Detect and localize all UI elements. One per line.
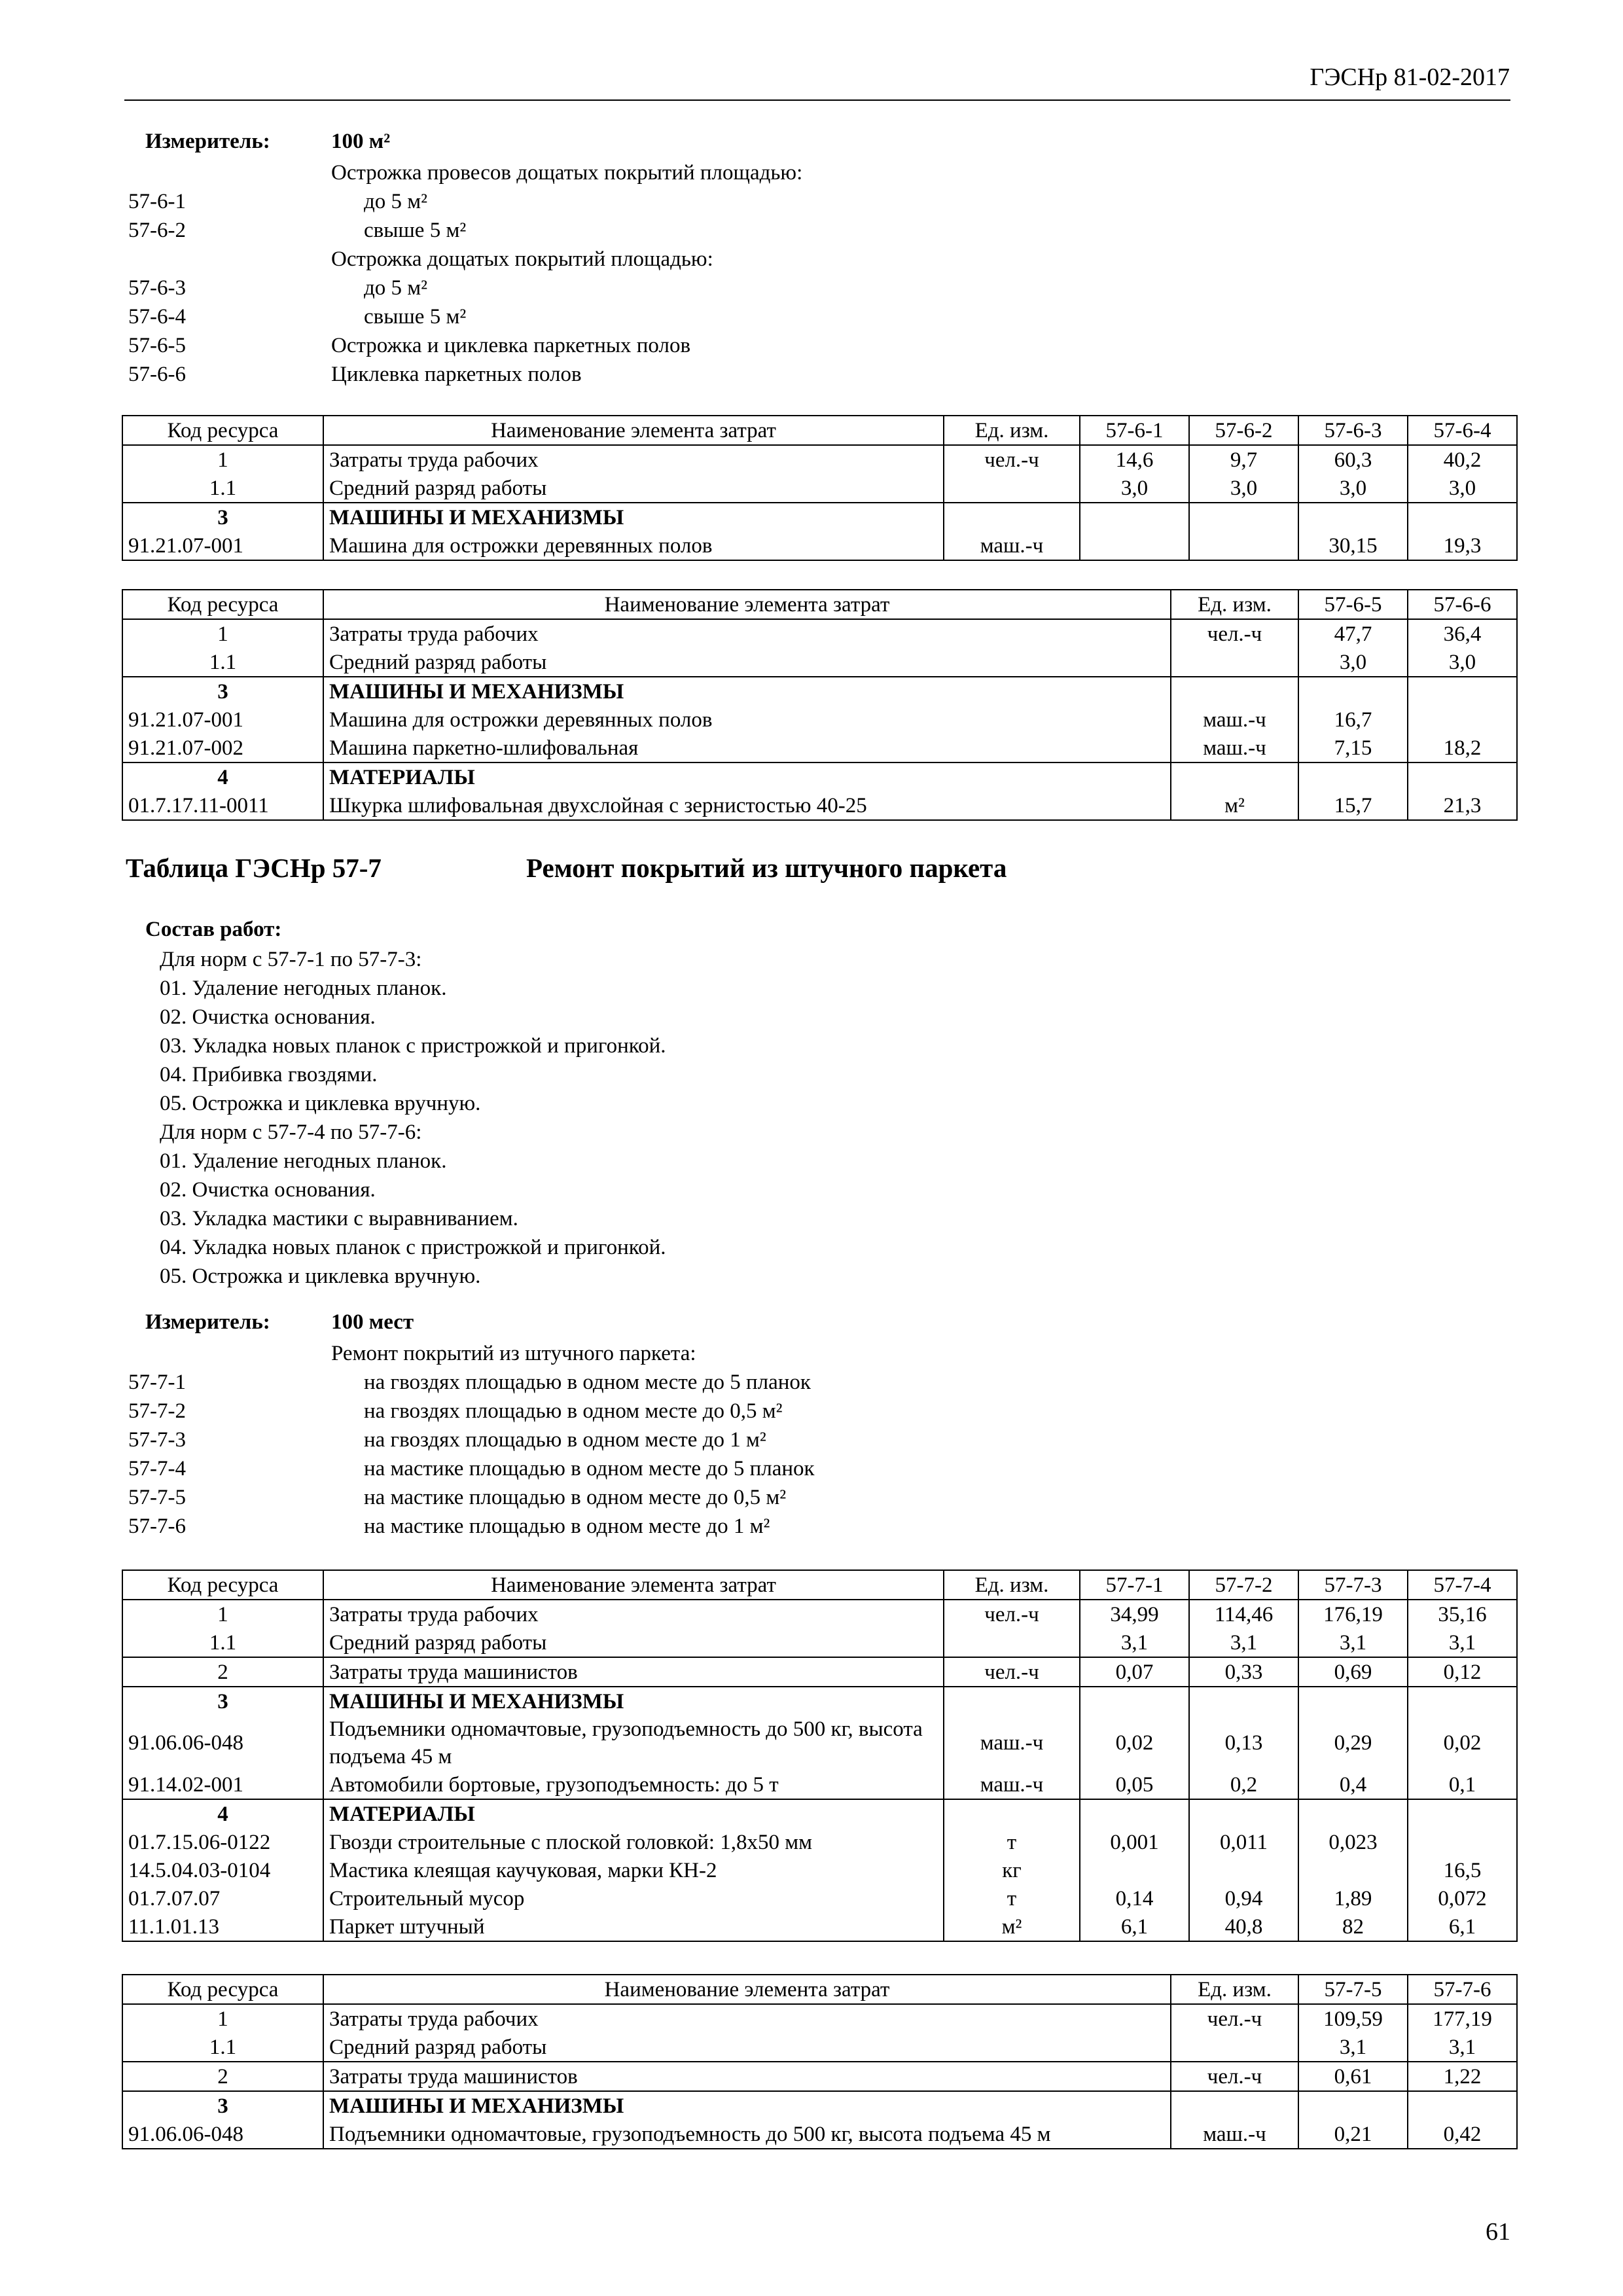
table-row	[122, 734, 1517, 762]
table-row	[122, 2033, 1517, 2062]
norm-description: Острожка дощатых покрытий площадью:	[331, 247, 713, 271]
norm-code-row	[128, 187, 1437, 216]
table-header-row	[122, 1570, 1517, 1600]
norm-description: до 5 м²	[364, 190, 428, 213]
unit-of-measure: чел.-ч	[1171, 2004, 1298, 2033]
norm-description: на мастике площадью в одном месте до 5 планок	[364, 1457, 815, 1480]
column-header: Ед. изм.	[1171, 1975, 1298, 2004]
unit-of-measure: т	[944, 1884, 1080, 1912]
norm-value: 0,4	[1298, 1770, 1408, 1799]
norm-description: Циклевка паркетных полов	[331, 363, 582, 386]
unit-of-measure: чел.-ч	[1171, 619, 1298, 648]
norm-value: 0,001	[1080, 1828, 1189, 1856]
norm-value: 0,072	[1408, 1884, 1517, 1912]
resource-table-57-6-a	[122, 415, 1518, 561]
column-header: Ед. изм.	[944, 1570, 1080, 1600]
norm-description: на мастике площадью в одном месте до 1 м²	[364, 1515, 770, 1538]
resource-code: 3	[122, 2091, 323, 2120]
norm-code-row	[128, 1426, 1437, 1454]
column-header: 57-7-2	[1189, 1570, 1298, 1600]
norm-value: 0,13	[1189, 1715, 1298, 1770]
unit-of-measure: чел.-ч	[944, 1657, 1080, 1687]
work-step: 02. Очистка основания.	[160, 1178, 376, 1202]
table-row	[122, 706, 1517, 734]
norm-code: 57-7-5	[128, 1486, 186, 1509]
cost-element-name: МАШИНЫ И МЕХАНИЗМЫ	[323, 2091, 1171, 2120]
cost-element-name: МАШИНЫ И МЕХАНИЗМЫ	[323, 1687, 944, 1715]
resource-code: 4	[122, 1799, 323, 1828]
resource-table-57-7-b	[122, 1974, 1518, 2149]
norm-value: 14,6	[1080, 445, 1189, 474]
norm-value: 35,16	[1408, 1600, 1517, 1628]
norm-description: на мастике площадью в одном месте до 0,5 м²	[364, 1486, 787, 1509]
table-row	[122, 677, 1517, 706]
norm-value: 177,19	[1408, 2004, 1517, 2033]
table-row	[122, 1657, 1517, 1687]
unit-of-measure	[944, 1687, 1080, 1715]
norm-value: 0,33	[1189, 1657, 1298, 1687]
column-header: Ед. изм.	[1171, 590, 1298, 619]
norm-value: 40,8	[1189, 1912, 1298, 1941]
table-row	[122, 1687, 1517, 1715]
norm-value	[1298, 503, 1408, 531]
resource-code: 91.21.07-002	[122, 734, 323, 762]
column-header: 57-7-5	[1298, 1975, 1408, 2004]
cost-element-name: Подъемники одномачтовые, грузоподъемность до 500 кг, высота подъема 45 м	[323, 2120, 1171, 2149]
resource-code: 11.1.01.13	[122, 1912, 323, 1941]
unit-of-measure: маш.-ч	[944, 531, 1080, 560]
norm-code-row	[128, 274, 1437, 302]
norm-codes-list-57-7	[128, 1339, 1437, 1541]
norm-value: 16,7	[1298, 706, 1408, 734]
unit-of-measure	[1171, 762, 1298, 791]
unit-of-measure: маш.-ч	[1171, 734, 1298, 762]
page-number: 61	[1486, 2218, 1510, 2246]
column-header: 57-6-2	[1189, 416, 1298, 445]
resource-code: 91.06.06-048	[122, 2120, 323, 2149]
table-row	[122, 531, 1517, 560]
norm-value	[1189, 1687, 1298, 1715]
norm-value: 36,4	[1408, 619, 1517, 648]
norm-value	[1408, 2091, 1517, 2120]
norm-value: 0,02	[1408, 1715, 1517, 1770]
norm-value: 3,0	[1298, 648, 1408, 677]
cost-element-name: Подъемники одномачтовые, грузоподъемность до 500 кг, высота подъема 45 м	[323, 1715, 944, 1770]
norm-value	[1080, 531, 1189, 560]
norm-value: 0,42	[1408, 2120, 1517, 2149]
norm-value	[1408, 762, 1517, 791]
column-header: Код ресурса	[122, 1570, 323, 1600]
resource-code: 1	[122, 445, 323, 474]
norm-value: 1,22	[1408, 2062, 1517, 2091]
table-header-row	[122, 1975, 1517, 2004]
measure-unit-57-7: 100 мест	[331, 1310, 414, 1334]
table-row	[122, 2004, 1517, 2033]
norm-value: 3,1	[1408, 2033, 1517, 2062]
unit-of-measure	[944, 1628, 1080, 1657]
column-header: 57-6-4	[1408, 416, 1517, 445]
norm-description: Острожка и циклевка паркетных полов	[331, 334, 691, 357]
cost-element-name: МАТЕРИАЛЫ	[323, 762, 1171, 791]
table-row	[122, 648, 1517, 677]
norm-code: 57-6-6	[128, 363, 186, 386]
norm-code-row	[128, 360, 1437, 389]
norm-code: 57-7-3	[128, 1428, 186, 1452]
norm-value: 7,15	[1298, 734, 1408, 762]
table-row	[122, 1600, 1517, 1628]
cost-element-name: Затраты труда машинистов	[323, 1657, 944, 1687]
work-step: 04. Укладка новых планок с пристрожкой и пригонкой.	[160, 1236, 666, 1259]
norm-code: 57-6-4	[128, 305, 186, 329]
norm-code: 57-7-4	[128, 1457, 186, 1480]
norm-value: 0,023	[1298, 1828, 1408, 1856]
resource-code: 14.5.04.03-0104	[122, 1856, 323, 1884]
cost-element-name: Паркет штучный	[323, 1912, 944, 1941]
norm-value: 3,0	[1408, 474, 1517, 503]
cost-element-name: Строительный мусор	[323, 1884, 944, 1912]
column-header: Наименование элемента затрат	[323, 416, 944, 445]
unit-of-measure	[944, 474, 1080, 503]
column-header: 57-6-6	[1408, 590, 1517, 619]
norm-value: 0,2	[1189, 1770, 1298, 1799]
norm-code: 57-7-2	[128, 1399, 186, 1423]
norm-value: 16,5	[1408, 1856, 1517, 1884]
work-step: 03. Укладка новых планок с пристрожкой и пригонкой.	[160, 1034, 666, 1058]
resource-code: 3	[122, 677, 323, 706]
norm-value: 109,59	[1298, 2004, 1408, 2033]
table-row	[122, 474, 1517, 503]
table-row	[122, 1770, 1517, 1799]
column-header: 57-7-6	[1408, 1975, 1517, 2004]
norm-value	[1408, 1828, 1517, 1856]
norm-value: 0,29	[1298, 1715, 1408, 1770]
work-step: 05. Острожка и циклевка вручную.	[160, 1265, 481, 1288]
norm-code-row	[128, 216, 1437, 245]
resource-code: 4	[122, 762, 323, 791]
norm-description: Острожка провесов дощатых покрытий площадью:	[331, 161, 803, 185]
table-row	[122, 1628, 1517, 1657]
resource-code: 1	[122, 1600, 323, 1628]
norm-value	[1080, 1856, 1189, 1884]
norm-codes-list	[128, 158, 1437, 389]
unit-of-measure	[1171, 2033, 1298, 2062]
table-row	[122, 791, 1517, 820]
work-composition-list	[160, 945, 666, 1291]
table-header-row	[122, 590, 1517, 619]
table-row	[122, 1912, 1517, 1941]
table-row	[122, 1828, 1517, 1856]
norm-value: 9,7	[1189, 445, 1298, 474]
norm-description: на гвоздях площадью в одном месте до 0,5 м²	[364, 1399, 783, 1423]
work-step: 02. Очистка основания.	[160, 1005, 376, 1029]
table-row	[122, 1856, 1517, 1884]
cost-element-name: Машина паркетно-шлифовальная	[323, 734, 1171, 762]
resource-code: 01.7.15.06-0122	[122, 1828, 323, 1856]
norm-value	[1298, 1687, 1408, 1715]
norm-value: 40,2	[1408, 445, 1517, 474]
norm-value: 0,05	[1080, 1770, 1189, 1799]
norm-code: 57-7-1	[128, 1371, 186, 1394]
norm-value: 0,1	[1408, 1770, 1517, 1799]
resource-code: 3	[122, 1687, 323, 1715]
norm-value	[1298, 1799, 1408, 1828]
cost-element-name: Шкурка шлифовальная двухслойная с зернистостью 40-25	[323, 791, 1171, 820]
work-step: Для норм с 57-7-4 по 57-7-6:	[160, 1121, 422, 1144]
unit-of-measure	[944, 503, 1080, 531]
measure-unit: 100 м²	[331, 130, 391, 153]
cost-element-name: МАТЕРИАЛЫ	[323, 1799, 944, 1828]
norm-code: 57-6-5	[128, 334, 186, 357]
cost-element-name: Гвозди строительные с плоской головкой: 1,8x50 мм	[323, 1828, 944, 1856]
norm-code: 57-6-1	[128, 190, 186, 213]
norm-value	[1408, 706, 1517, 734]
column-header: 57-6-5	[1298, 590, 1408, 619]
norm-value: 114,46	[1189, 1600, 1298, 1628]
column-header: Ед. изм.	[944, 416, 1080, 445]
norm-value: 0,21	[1298, 2120, 1408, 2149]
norm-value	[1189, 531, 1298, 560]
norm-value: 19,3	[1408, 531, 1517, 560]
norm-value: 15,7	[1298, 791, 1408, 820]
unit-of-measure	[1171, 677, 1298, 706]
cost-element-name: Мастика клеящая каучуковая, марки КН-2	[323, 1856, 944, 1884]
norm-value: 1,89	[1298, 1884, 1408, 1912]
norm-value: 0,94	[1189, 1884, 1298, 1912]
norm-value: 3,1	[1080, 1628, 1189, 1657]
cost-element-name: Машина для острожки деревянных полов	[323, 706, 1171, 734]
header-divider	[124, 99, 1510, 101]
norm-code-row	[128, 1368, 1437, 1397]
resource-code: 1.1	[122, 2033, 323, 2062]
table-row	[122, 619, 1517, 648]
norm-value: 6,1	[1408, 1912, 1517, 1941]
norm-value: 6,1	[1080, 1912, 1189, 1941]
column-header: 57-7-3	[1298, 1570, 1408, 1600]
unit-of-measure: м²	[1171, 791, 1298, 820]
norm-value: 0,61	[1298, 2062, 1408, 2091]
norm-value: 0,011	[1189, 1828, 1298, 1856]
resource-code: 3	[122, 503, 323, 531]
table-row	[122, 2062, 1517, 2091]
unit-of-measure: маш.-ч	[944, 1715, 1080, 1770]
table-header-row	[122, 416, 1517, 445]
norm-value: 3,0	[1189, 474, 1298, 503]
work-step: 04. Прибивка гвоздями.	[160, 1063, 378, 1086]
unit-of-measure: чел.-ч	[944, 1600, 1080, 1628]
table-row	[122, 1884, 1517, 1912]
resource-code: 2	[122, 2062, 323, 2091]
norm-value	[1189, 503, 1298, 531]
norm-description: свыше 5 м²	[364, 219, 467, 242]
unit-of-measure: м²	[944, 1912, 1080, 1941]
norm-code-row	[128, 1339, 1437, 1368]
norm-value	[1408, 677, 1517, 706]
resource-table-57-6-b	[122, 589, 1518, 821]
norm-value: 3,1	[1189, 1628, 1298, 1657]
measure-label: Измеритель:	[145, 130, 270, 153]
column-header: 57-7-4	[1408, 1570, 1517, 1600]
norm-value	[1080, 503, 1189, 531]
norm-code: 57-6-2	[128, 219, 186, 242]
norm-description: свыше 5 м²	[364, 305, 467, 329]
cost-element-name: Автомобили бортовые, грузоподъемность: до 5 т	[323, 1770, 944, 1799]
resource-code: 2	[122, 1657, 323, 1687]
unit-of-measure: маш.-ч	[1171, 706, 1298, 734]
table-label: Таблица ГЭСНр 57-7	[126, 853, 382, 883]
cost-element-name: Затраты труда рабочих	[323, 445, 944, 474]
norm-value	[1408, 503, 1517, 531]
norm-value	[1189, 1856, 1298, 1884]
work-step: 01. Удаление негодных планок.	[160, 977, 447, 1000]
norm-code-row	[128, 1512, 1437, 1541]
norm-code-row	[128, 1397, 1437, 1426]
unit-of-measure: чел.-ч	[944, 445, 1080, 474]
column-header: Наименование элемента затрат	[323, 590, 1171, 619]
norm-value: 3,1	[1298, 2033, 1408, 2062]
norm-value	[1080, 1687, 1189, 1715]
column-header: Код ресурса	[122, 590, 323, 619]
column-header: Наименование элемента затрат	[323, 1975, 1171, 2004]
column-header: 57-6-3	[1298, 416, 1408, 445]
table-row	[122, 1715, 1517, 1770]
resource-code: 91.06.06-048	[122, 1715, 323, 1770]
column-header: 57-7-1	[1080, 1570, 1189, 1600]
norm-code-row	[128, 331, 1437, 360]
work-step: 03. Укладка мастики с выравниванием.	[160, 1207, 518, 1230]
cost-element-name: Затраты труда рабочих	[323, 1600, 944, 1628]
resource-code: 1.1	[122, 474, 323, 503]
norm-value: 3,1	[1408, 1628, 1517, 1657]
work-step: 05. Острожка и циклевка вручную.	[160, 1092, 481, 1115]
norm-description: на гвоздях площадью в одном месте до 5 планок	[364, 1371, 811, 1394]
norm-value	[1298, 677, 1408, 706]
norm-code-row	[128, 302, 1437, 331]
table-row	[122, 445, 1517, 474]
norm-description: до 5 м²	[364, 276, 428, 300]
norm-value: 176,19	[1298, 1600, 1408, 1628]
unit-of-measure	[944, 1799, 1080, 1828]
norm-value: 21,3	[1408, 791, 1517, 820]
document-code: ГЭСНр 81-02-2017	[1310, 63, 1510, 91]
resource-code: 1	[122, 2004, 323, 2033]
table-row	[122, 503, 1517, 531]
norm-value: 60,3	[1298, 445, 1408, 474]
norm-value: 0,02	[1080, 1715, 1189, 1770]
measure-label-57-7: Измеритель:	[145, 1310, 270, 1334]
norm-value	[1408, 1687, 1517, 1715]
norm-value	[1189, 1799, 1298, 1828]
table-title: Ремонт покрытий из штучного паркета	[526, 853, 1007, 883]
norm-description: Ремонт покрытий из штучного паркета:	[331, 1342, 696, 1365]
column-header: Код ресурса	[122, 416, 323, 445]
norm-value: 0,12	[1408, 1657, 1517, 1687]
unit-of-measure: кг	[944, 1856, 1080, 1884]
cost-element-name: Средний разряд работы	[323, 1628, 944, 1657]
resource-code: 1	[122, 619, 323, 648]
norm-code-row	[128, 245, 1437, 274]
norm-description: на гвоздях площадью в одном месте до 1 м²	[364, 1428, 766, 1452]
norm-value: 34,99	[1080, 1600, 1189, 1628]
resource-code: 1.1	[122, 1628, 323, 1657]
unit-of-measure: маш.-ч	[944, 1770, 1080, 1799]
cost-element-name: Машина для острожки деревянных полов	[323, 531, 944, 560]
unit-of-measure	[1171, 2091, 1298, 2120]
cost-element-name: Средний разряд работы	[323, 474, 944, 503]
cost-element-name: Затраты труда рабочих	[323, 2004, 1171, 2033]
norm-value	[1408, 1799, 1517, 1828]
norm-code-row	[128, 1454, 1437, 1483]
column-header: 57-6-1	[1080, 416, 1189, 445]
table-row	[122, 2120, 1517, 2149]
cost-element-name: МАШИНЫ И МЕХАНИЗМЫ	[323, 503, 944, 531]
table-row	[122, 762, 1517, 791]
column-header: Код ресурса	[122, 1975, 323, 2004]
norm-value	[1298, 2091, 1408, 2120]
norm-value: 0,69	[1298, 1657, 1408, 1687]
norm-value: 30,15	[1298, 531, 1408, 560]
composition-title: Состав работ:	[145, 918, 282, 941]
resource-table-57-7-a	[122, 1570, 1518, 1942]
resource-code: 01.7.17.11-0011	[122, 791, 323, 820]
work-step: 01. Удаление негодных планок.	[160, 1149, 447, 1173]
unit-of-measure: чел.-ч	[1171, 2062, 1298, 2091]
table-row	[122, 2091, 1517, 2120]
norm-code-row	[128, 1483, 1437, 1512]
norm-value: 3,0	[1298, 474, 1408, 503]
resource-code: 91.21.07-001	[122, 706, 323, 734]
norm-value: 3,1	[1298, 1628, 1408, 1657]
table-row	[122, 1799, 1517, 1828]
norm-value: 82	[1298, 1912, 1408, 1941]
resource-code: 91.14.02-001	[122, 1770, 323, 1799]
norm-value	[1080, 1799, 1189, 1828]
unit-of-measure: маш.-ч	[1171, 2120, 1298, 2149]
cost-element-name: Затраты труда рабочих	[323, 619, 1171, 648]
cost-element-name: Средний разряд работы	[323, 648, 1171, 677]
resource-code: 01.7.07.07	[122, 1884, 323, 1912]
norm-value: 3,0	[1080, 474, 1189, 503]
norm-value	[1298, 762, 1408, 791]
work-step: Для норм с 57-7-1 по 57-7-3:	[160, 948, 422, 971]
norm-value	[1298, 1856, 1408, 1884]
unit-of-measure	[1171, 648, 1298, 677]
resource-code: 91.21.07-001	[122, 531, 323, 560]
cost-element-name: Средний разряд работы	[323, 2033, 1171, 2062]
norm-value: 0,07	[1080, 1657, 1189, 1687]
norm-code-row	[128, 158, 1437, 187]
resource-code: 1.1	[122, 648, 323, 677]
norm-value: 47,7	[1298, 619, 1408, 648]
unit-of-measure: т	[944, 1828, 1080, 1856]
norm-value: 3,0	[1408, 648, 1517, 677]
norm-value: 18,2	[1408, 734, 1517, 762]
cost-element-name: МАШИНЫ И МЕХАНИЗМЫ	[323, 677, 1171, 706]
norm-code: 57-6-3	[128, 276, 186, 300]
column-header: Наименование элемента затрат	[323, 1570, 944, 1600]
norm-value: 0,14	[1080, 1884, 1189, 1912]
cost-element-name: Затраты труда машинистов	[323, 2062, 1171, 2091]
norm-code: 57-7-6	[128, 1515, 186, 1538]
